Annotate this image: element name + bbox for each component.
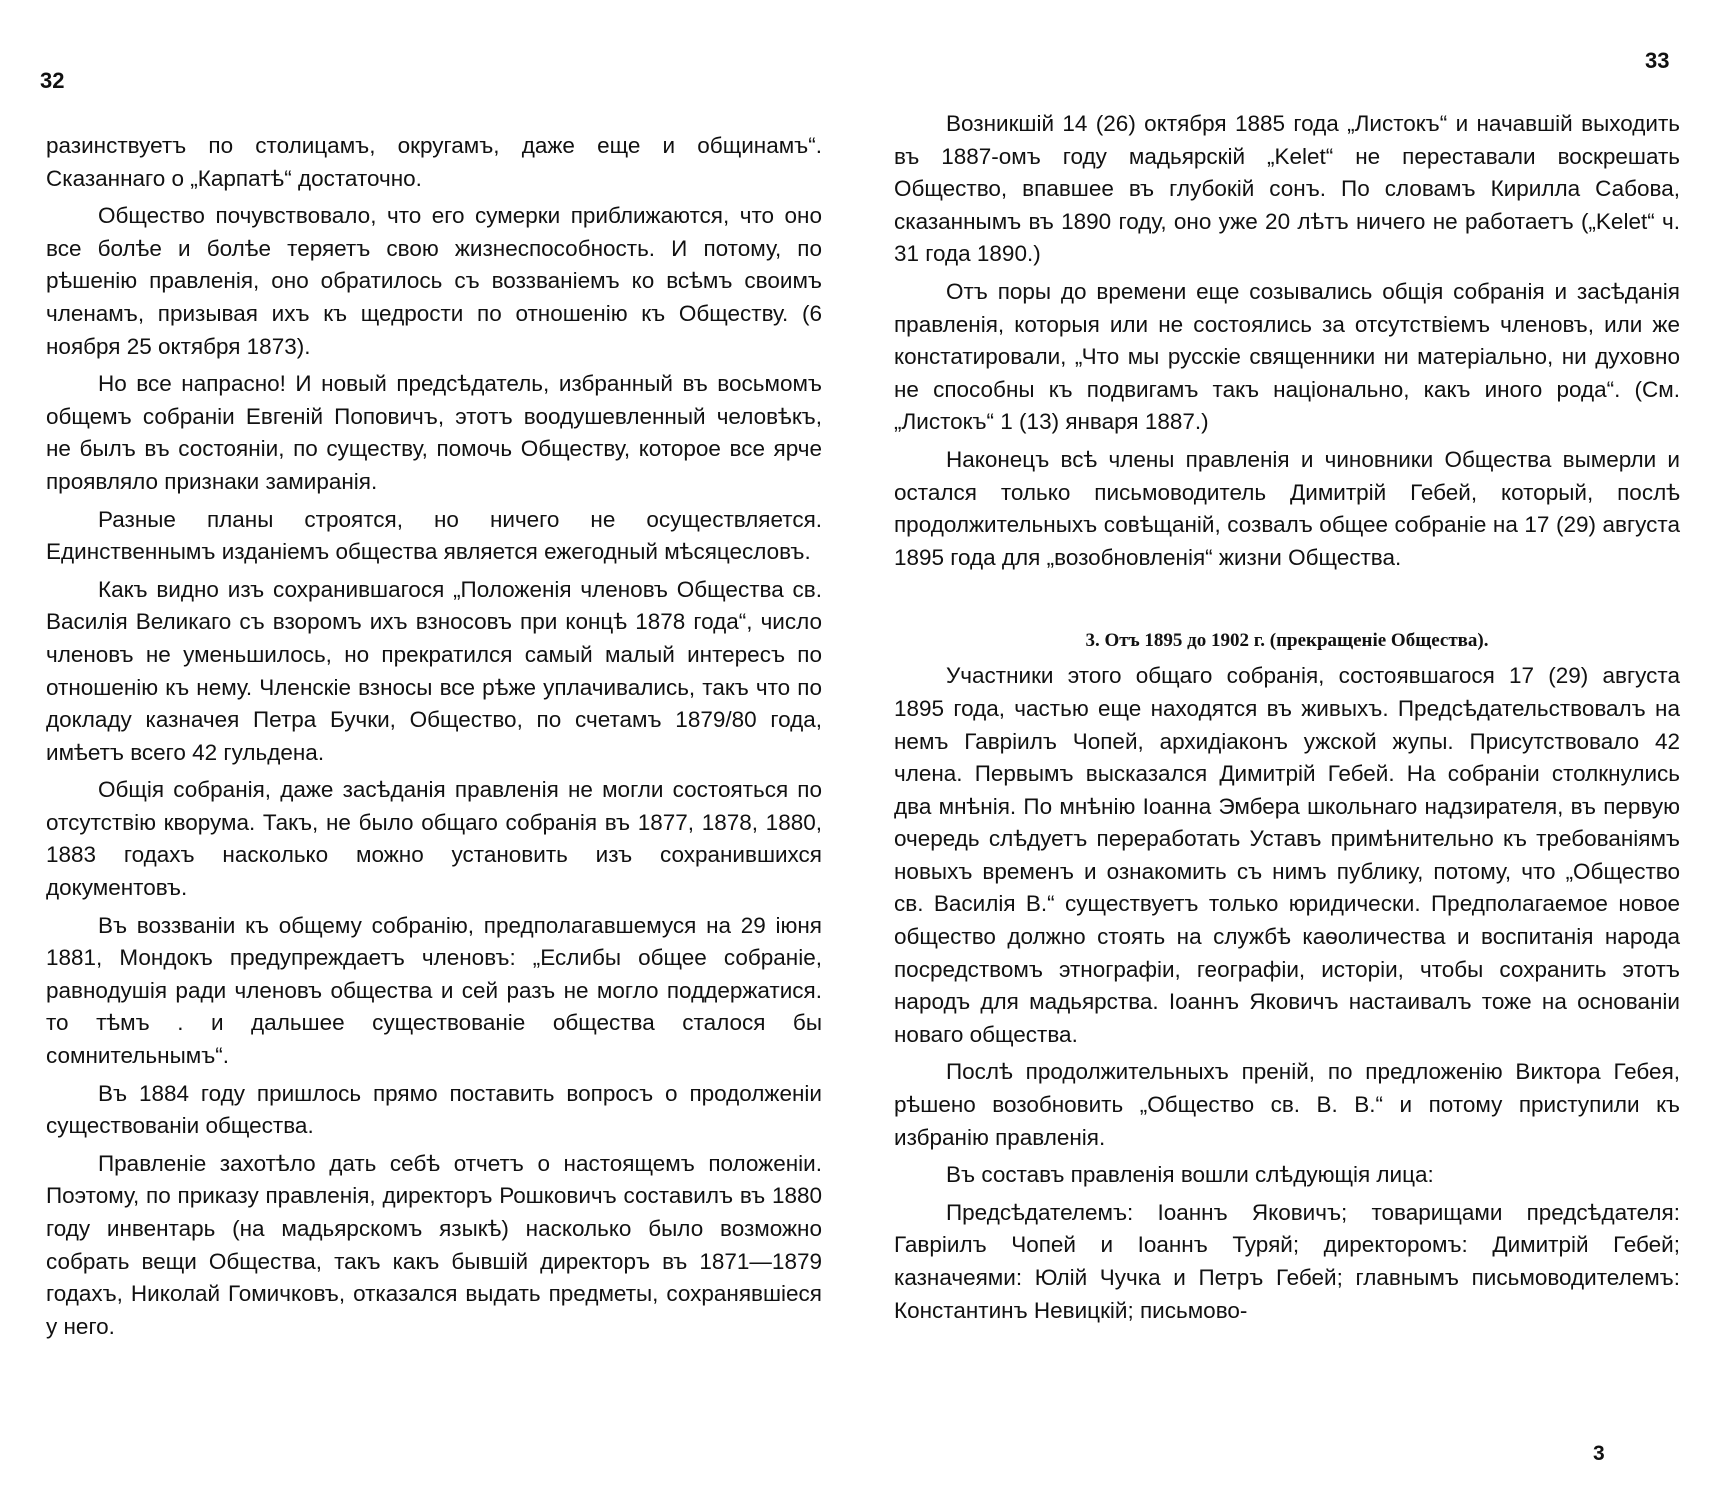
paragraph: Предсѣдателемъ: Іоаннъ Яковичъ; товарищами предсѣдателя: Гавріилъ Чопей и Іоаннъ Туряй; директоромъ: Димитрій Гебей; казначеями: Юлій Чучка и Петръ Гебей; главнымъ письмоводителемъ: Константинъ Невицкій; письмово- [894,1199,1680,1323]
signature-mark: 3 [1593,1442,1605,1465]
paragraph: Отъ поры до времени еще созывались общія собранія и засѣданія правленія, которыя или не состоялись за отсутствіемъ членовъ, или же констатировали, „Что мы русскіе священники ни матеріально, ни духовно не способны къ подвигамъ такъ національно, какъ иного рода“. (См. „Листокъ“ 1 (13) января 1887.) [894,278,1680,435]
paragraph: Разные планы строятся, но ничего не осуществляется. Единственнымъ изданіемъ общества является ежегодный мѣсяцесловъ. [46,506,822,565]
paragraph: Какъ видно изъ сохранившагося „Положенія членовъ Общества св. Василія Великаго съ взоромъ ихъ взносовъ при концѣ 1878 года“, число членовъ не уменьшилось, но прекратился самый малый интересъ по отношенію къ нему. Членскіе взносы все рѣже уплачивались, такъ что по докладу казначея Петра Бучки, Общество, по счетамъ 1879/80 года, имѣетъ всего 42 гульдена. [46,576,822,765]
paragraph: Возникшій 14 (26) октября 1885 года „Листокъ“ и начавшій выходить въ 1887-омъ году мадьярскій „Kelet“ не переставали воскрешать Общество, впавшее въ глубокій сонъ. По словамъ Кирилла Сабова, сказаннымъ въ 1890 году, оно уже 20 лѣтъ ничего не работаетъ („Kelet“ ч. 31 года 1890.) [894,111,1680,267]
right-page [856,0,1712,1500]
right-text-column [894,108,1680,1332]
paragraph: Но все напрасно! И новый предсѣдатель, избранный въ восьмомъ общемъ собраніи Евгеній Поповичъ, этотъ воодушевленный человѣкъ, не былъ въ состояніи, по существу, помочь Обществу, которое все ярче проявляло признаки замиранія. [46,371,822,494]
paragraph: Участники этого общаго собранія, состоявшагося 17 (29) августа 1895 года, частью еще находятся въ живыхъ. Предсѣдательствовалъ на немъ Гавріилъ Чопей, архидіаконъ ужской жупы. Присутствовало 42 члена. Первымъ высказался Димитрій Гебей. На собраніи столкнулись два мнѣнія. По мнѣнію Іоанна Эмбера школьнаго надзирателя, въ первую очередь слѣдуетъ переработать Уставъ примѣнительно къ требованіямъ новыхъ временъ и ознакомить съ нимъ публику, потому, что „Общество св. Василія В.“ существуетъ только юридически. Предполагаемое новое общество должно стоять на службѣ каѳоличества и воспитанія народа посредствомъ этнографіи, географіи, исторіи, чтобы сохранить этотъ народъ для мадьярства. Іоаннъ Яковичъ настаивалъ тоже на основаніи новаго общества. [894,663,1680,1047]
page-number: 32 [40,68,65,93]
paragraph: Наконецъ всѣ члены правленія и чиновники Общества вымерли и остался только письмоводитель Димитрій Гебей, который, послѣ продолжительныхъ совѣщаній, созвалъ общее собраніе на 17 (29) августа 1895 года для „возобновленія“ жизни Общества. [894,446,1680,570]
paragraph: Общество почувствовало, что его сумерки приближаются, что оно все болѣе и болѣе теряетъ свою жизнеспособность. И потому, по рѣшенію правленія, оно обратилось съ воззваніемъ ко всѣмъ своимъ членамъ, призывая ихъ къ щедрости по отношенію къ Обществу. (6 ноября 25 октября 1873). [46,203,822,359]
paragraph: разинствуетъ по столицамъ, округамъ, даже еще и общинамъ“. Сказаннаго о „Карпатѣ“ достаточно. [46,133,822,191]
paragraph: Въ 1884 году пришлось прямо поставить вопросъ о продолженіи существованіи общества. [46,1080,822,1139]
paragraph: Общія собранія, даже засѣданія правленія не могли состояться по отсутствію кворума. Такъ, не было общаго собранія въ 1877, 1878, 1880, 1883 годахъ насколько можно установить изъ сохранившихся документовъ. [46,777,822,901]
section-heading: 3. Отъ 1895 до 1902 г. (прекращеніе Общества). [1085,630,1489,652]
paragraph: Въ воззваніи къ общему собранію, предполагавшемуся на 29 іюня 1881, Мондокъ предупреждаетъ членовъ: „Еслибы общее собраніе, равнодушія ради членовъ общества и сей разъ не могло поддержатися. то тѣмъ . и дальшее существованіе общества сталося бы сомнительнымъ“. [46,912,822,1069]
page-number: 33 [1645,48,1670,73]
paragraph: Въ составъ правленія вошли слѣдующія лица: [946,1162,1434,1188]
paragraph: Послѣ продолжительныхъ преній, по предложенію Виктора Гебея, рѣшено возобновить „Общество св. В. В.“ и потому приступили къ избранію правленія. [894,1059,1680,1150]
paragraph: Правленіе захотѣло дать себѣ отчетъ о настоящемъ положеніи. Поэтому, по приказу правленія, директоръ Рошковичъ составилъ въ 1880 году инвентарь (на мадьярскомъ языкѣ) насколько было возможно собрать вещи Общества, такъ какъ бывшій директоръ въ 1871—1879 годахъ, Николай Гомичковъ, отказался выдать предметы, сохранявшіеся у него. [46,1150,822,1339]
left-text-column [46,130,822,1348]
